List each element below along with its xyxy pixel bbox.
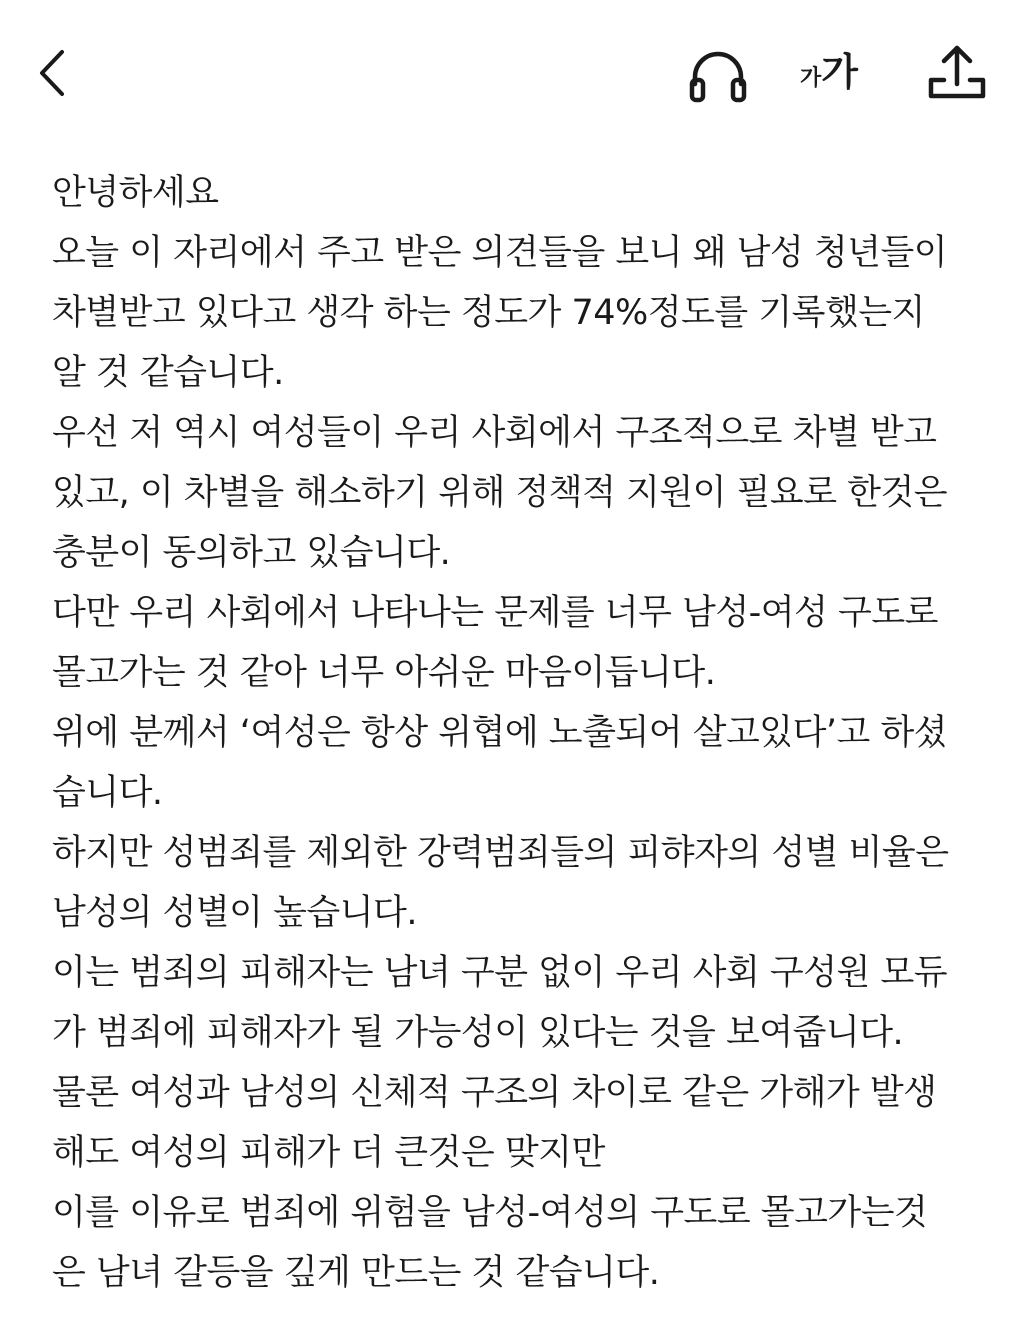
- share-icon: [924, 40, 990, 104]
- back-button[interactable]: [30, 42, 80, 102]
- body-line: 물론 여성과 남성의 신체적 구조의 차이로 같은 가해가 발생: [52, 1073, 937, 1113]
- body-line: 하지만 성범죄를 제외한 강력범죄들의 피햐자의 성별 비율은: [52, 833, 949, 873]
- font-size-icon: [800, 41, 858, 96]
- font-size-small-glyph: 가: [800, 66, 822, 91]
- post-body: [52, 163, 972, 1303]
- body-line: 은 남녀 갈등을 깊게 만드는 것 같습니다.: [52, 1253, 660, 1293]
- body-line: 습니다.: [52, 773, 163, 813]
- body-line: 안녕하세요: [52, 173, 219, 213]
- body-line: 위에 분께서 ‘여성은 항상 위협에 노출되어 살고있다’고 하셨: [52, 713, 948, 753]
- headphones-icon: [686, 44, 750, 104]
- body-line: 해도 여성의 피해가 더 큰것은 맞지만: [52, 1133, 605, 1173]
- body-line: 몰고가는 것 같아 너무 아쉬운 마음이듭니다.: [52, 653, 716, 693]
- chevron-left-icon: [30, 42, 80, 102]
- share-button[interactable]: [924, 40, 990, 104]
- listen-button[interactable]: [686, 44, 750, 104]
- body-line: 이는 범죄의 피해자는 남녀 구분 없이 우리 사회 구성원 모듀: [52, 953, 948, 993]
- body-line: 이를 이유로 범죄에 위험을 남성-여성의 구도로 몰고가는것: [52, 1193, 928, 1233]
- font-size-button[interactable]: [800, 44, 880, 104]
- body-line: 알 것 같습니다.: [52, 353, 284, 393]
- body-line: 남성의 성별이 높습니다.: [52, 893, 417, 933]
- body-line: 있고, 이 차별을 해소하기 위해 정책적 지원이 필요로 한것은: [52, 473, 948, 513]
- body-line: 다만 우리 사회에서 나타나는 문제를 너무 남성-여성 구도로: [52, 593, 938, 633]
- body-line: 충분이 동의하고 있습니다.: [52, 533, 451, 573]
- body-line: 오늘 이 자리에서 주고 받은 의견들을 보니 왜 남성 청년들이: [52, 233, 948, 273]
- top-toolbar: [0, 0, 1024, 150]
- body-line: 가 범죄에 피해자가 될 가능성이 있다는 것을 보여줍니다.: [52, 1013, 904, 1053]
- body-line: 우선 저 역시 여성들이 우리 사회에서 구조적으로 차별 받고: [52, 413, 937, 453]
- body-line: 차별받고 있다고 생각 하는 정도가 74%정도를 기록했는지: [52, 293, 925, 333]
- font-size-large-glyph: 가: [821, 50, 858, 94]
